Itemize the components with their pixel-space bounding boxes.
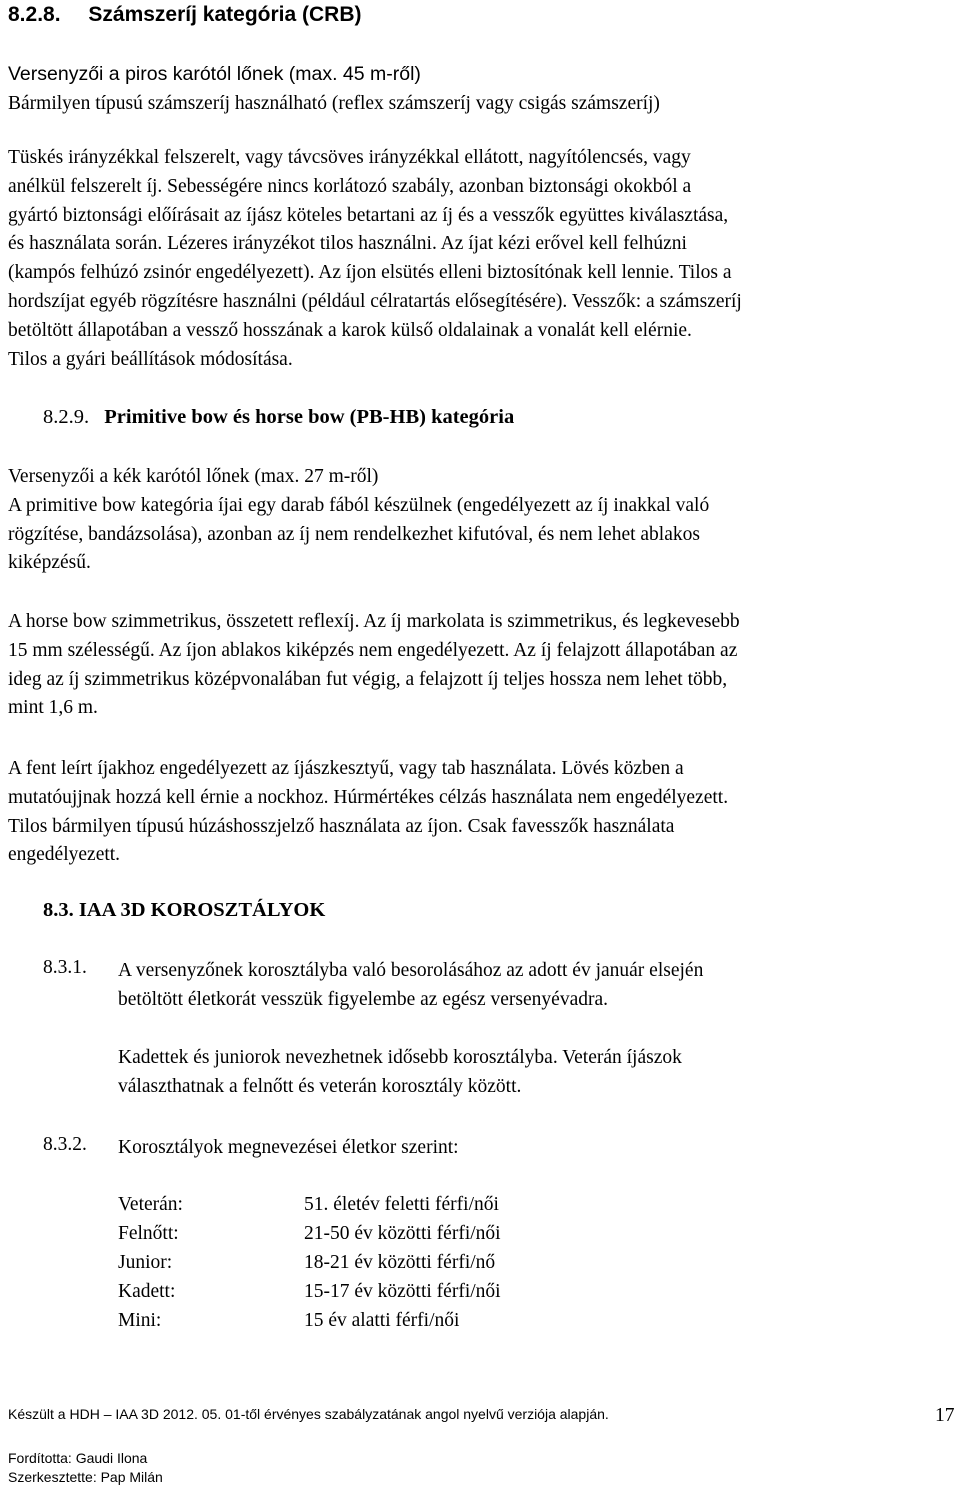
age-category-table (118, 1191, 501, 1336)
section-829-number: 8.2.9. (43, 406, 90, 428)
body-line: mint 1,6 m. (8, 697, 98, 719)
section-829-para1 (8, 463, 709, 578)
body-line: rögzítése, bandázsolása), azonban az íj nem rendelkezhet kifutóval, és nem lehet ablakos (8, 523, 700, 545)
section-828-intro (8, 60, 660, 118)
age-category-value: 21-50 év közötti férfi/női (304, 1222, 501, 1244)
body-line: Tilos bármilyen típusú húzáshosszjelző használata az íjon. Csak favesszők használata (8, 815, 675, 837)
body-line: gyártó biztonsági előírásait az íjász köteles betartani az íj és a vesszők együttes kiválasztása, (8, 204, 729, 226)
age-category-row (118, 1307, 501, 1336)
body-line: anélkül felszerelt íj. Sebességére nincs korlátozó szabály, azonban biztonsági okokból a (8, 175, 692, 197)
section-828-body (8, 144, 742, 374)
body-line: A primitive bow kategória íjai egy darab fából készülnek (engedélyezett az íj inakkal való (8, 494, 710, 516)
section-829-para2 (8, 608, 740, 723)
age-category-label: Mini: (118, 1309, 162, 1331)
body-line: (kampós felhúzó zsinór engedélyezett). Az íjon elsütés elleni biztosítónak kell lennie. Tilos a (8, 262, 732, 284)
age-category-row (118, 1278, 501, 1307)
section-829-heading (43, 406, 514, 429)
age-category-label: Veterán: (118, 1194, 183, 1215)
age-category-row (118, 1191, 501, 1220)
age-category-row (118, 1220, 501, 1249)
section-832-title: Korosztályok megnevezései életkor szerint: (118, 1137, 459, 1158)
body-line: betöltött állapotában a vessző hosszának a karok külső oldalainak a vonalát kell elérnie. (8, 319, 692, 341)
age-category-label: Junior: (118, 1251, 173, 1273)
page-number: 17 (935, 1405, 955, 1426)
body-line: kiképzésű. (8, 552, 91, 574)
footer-editor: Szerkesztette: Pap Milán (8, 1469, 163, 1485)
section-83-heading: 8.3. IAA 3D KOROSZTÁLYOK (43, 899, 326, 921)
body-line: engedélyezett. (8, 844, 121, 866)
intro-line: Versenyzői a piros karótól lőnek (max. 45 m-ről) (8, 63, 421, 85)
section-832-number: 8.3.2. (43, 1134, 87, 1155)
section-828-title: Számszeríj kategória (CRB) (88, 3, 362, 26)
section-831-number: 8.3.1. (43, 957, 87, 978)
age-category-label: Kadett: (118, 1280, 176, 1302)
age-category-row (118, 1249, 501, 1278)
body-line: mutatóujjnak hozzá kell érnie a nockhoz. Húrmértékes célzás használata nem engedélyezett. (8, 786, 729, 808)
section-831-text1 (118, 957, 703, 1015)
section-828-number: 8.2.8. (8, 3, 61, 26)
section-829-para3 (8, 755, 728, 870)
body-line: A versenyzőnek korosztályba való besorolásához az adott év január elsején (118, 960, 704, 981)
body-line: Tilos a gyári beállítások módosítása. (8, 348, 293, 370)
body-line: 15 mm szélességű. Az íjon ablakos kiképzés nem engedélyezett. Az íj felajzott állapotában az (8, 639, 738, 661)
body-line: Versenyzői a kék karótól lőnek (max. 27 m-ről) (8, 466, 379, 487)
body-line: Tüskés irányzékkal felszerelt, vagy távcsöves irányzékkal ellátott, nagyítólencsés, vagy (8, 147, 691, 168)
footer-note: Készült a HDH – IAA 3D 2012. 05. 01-től érvényes szabályzatának angol nyelvű verziója alapján. (8, 1406, 609, 1422)
section-828-heading (8, 3, 361, 27)
body-line: ideg az íj szimmetrikus középvonalában fut végig, a felajzott íj teljes hossza nem lehet több, (8, 668, 728, 690)
body-line: A fent leírt íjakhoz engedélyezett az íjászkesztyű, vagy tab használata. Lövés közben a (8, 758, 684, 779)
age-category-label: Felnőtt: (118, 1222, 179, 1244)
body-line: betöltött életkorát vesszük figyelembe az egész versenyévadra. (118, 988, 608, 1010)
body-line: és használata során. Lézeres irányzékot tilos használni. Az íjat kézi erővel kell felhúzni (8, 233, 687, 255)
age-category-value: 51. életév feletti férfi/női (304, 1194, 499, 1215)
footer-translator: Fordította: Gaudi Ilona (8, 1450, 148, 1466)
age-category-value: 15 év alatti férfi/női (304, 1309, 460, 1331)
body-line: Kadettek és juniorok nevezhetnek idősebb korosztályba. Veterán íjászok (118, 1047, 682, 1068)
section-829-title: Primitive bow és horse bow (PB-HB) kategória (104, 406, 515, 428)
body-line: A horse bow szimmetrikus, összetett reflexíj. Az íj markolata is szimmetrikus, és legkevesebb (8, 611, 740, 632)
body-line: választhatnak a felnőtt és veterán korosztály között. (118, 1075, 522, 1097)
age-category-value: 15-17 év közötti férfi/női (304, 1280, 501, 1302)
age-category-value: 18-21 év közötti férfi/nő (304, 1251, 496, 1273)
body-line: hordszíjat egyéb rögzítésre használni (például célratartás elősegítésére). Vesszők: a számszeríj (8, 290, 742, 312)
intro-line: Bármilyen típusú számszeríj használható (reflex számszeríj vagy csigás számszeríj) (8, 93, 660, 114)
section-831-text2 (118, 1044, 682, 1102)
